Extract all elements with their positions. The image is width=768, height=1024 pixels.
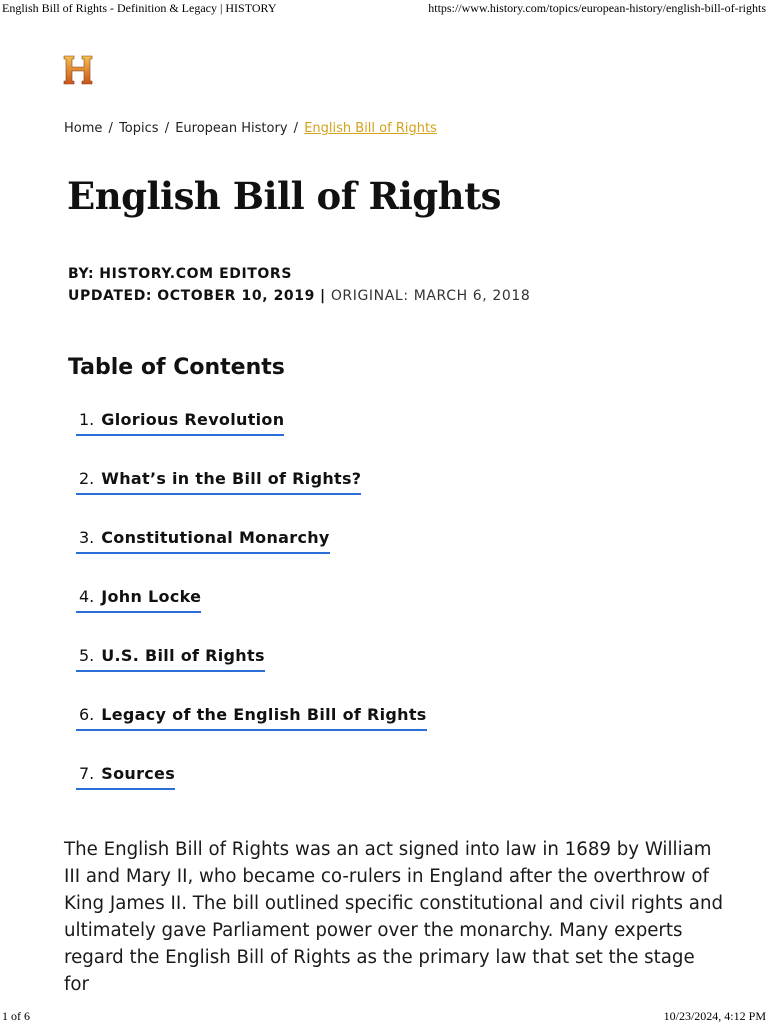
toc-link-john-locke[interactable] [76,587,201,613]
toc-number: 4. [79,587,95,606]
toc-number: 2. [79,469,95,488]
toc-link-us-bill-of-rights[interactable] [76,646,265,672]
toc-item [76,705,427,764]
toc-label: Sources [101,764,176,783]
toc-number: 7. [79,764,95,783]
toc-label: Legacy of the English Bill of Rights [101,705,427,724]
toc-label: What’s in the Bill of Rights? [101,469,362,488]
updated-date: OCTOBER 10, 2019 [157,288,315,304]
history-logo[interactable] [60,52,96,88]
toc-link-glorious-revolution[interactable] [76,410,284,436]
toc-item [76,646,427,705]
toc-label: Constitutional Monarchy [101,528,330,547]
original-label: ORIGINAL: [330,288,409,304]
toc-link-whats-in-bill[interactable] [76,469,361,495]
toc-link-legacy[interactable] [76,705,427,731]
print-footer [0,1008,768,1024]
breadcrumb-separator: / [293,121,299,136]
print-page-title: English Bill of Rights - Definition & Legacy | HISTORY [2,1,277,15]
toc-label: U.S. Bill of Rights [101,646,265,665]
breadcrumb-home[interactable]: Home [64,121,103,136]
print-url: https://www.history.com/topics/european-history/english-bill-of-rights [428,1,766,15]
table-of-contents [76,410,427,823]
author-name: HISTORY.COM EDITORS [99,266,292,282]
toc-number: 3. [79,528,95,547]
original-date: MARCH 6, 2018 [413,288,531,304]
toc-item [76,587,427,646]
history-h-logo-icon [60,52,96,88]
breadcrumb-separator: / [108,121,113,136]
page-title: English Bill of Rights [67,174,501,218]
toc-title: Table of Contents [68,355,285,380]
print-header [0,0,768,16]
toc-link-sources[interactable] [76,764,175,790]
updated-label: UPDATED: [68,288,153,304]
toc-number: 6. [79,705,95,724]
breadcrumb-topics[interactable]: Topics [119,121,159,136]
toc-item [76,469,427,528]
byline [68,263,530,307]
by-label: BY: [68,266,95,282]
toc-label: John Locke [101,587,202,606]
toc-number: 5. [79,646,95,665]
breadcrumb-separator: / [164,121,170,136]
date-divider: | [320,288,326,304]
toc-label: Glorious Revolution [101,410,285,429]
toc-item [76,528,427,587]
toc-number: 1. [79,410,95,429]
print-page-count: 1 of 6 [2,1009,30,1023]
breadcrumb-current[interactable]: English Bill of Rights [304,121,437,136]
toc-item [76,764,427,823]
toc-link-constitutional-monarchy[interactable] [76,528,330,554]
breadcrumb-european-history[interactable]: European History [175,121,288,136]
intro-paragraph: The English Bill of Rights was an act signed into law in 1689 by William III and Mary II, who became co-rulers in England after the overthrow of King James II. The bill outlined specific constitutional and civil rights and ultimately gave Parliament power over the monarchy. Many experts regard the English Bill of Rights as the primary law that set the stage for [64,839,724,995]
date-line [68,285,530,307]
print-datetime: 10/23/2024, 4:12 PM [663,1009,766,1023]
author-line [68,263,530,285]
toc-item [76,410,427,469]
breadcrumb [64,121,437,136]
